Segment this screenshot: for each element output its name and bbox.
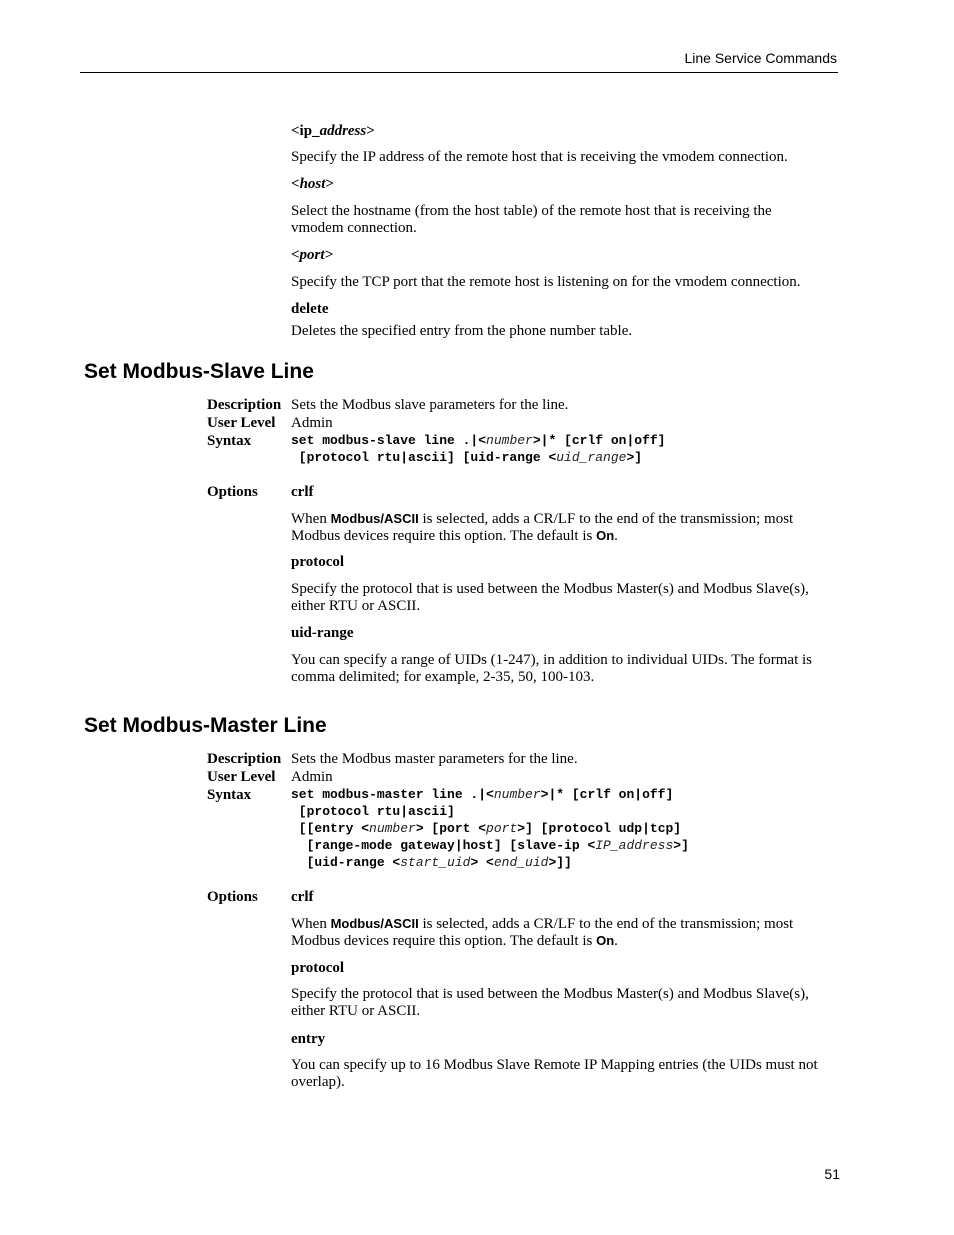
slave-heading: Set Modbus-Slave Line [84, 360, 314, 383]
slave-syntax-line2: [protocol rtu|ascii] [uid-range <uid_range>] [291, 450, 643, 465]
master-protocol-desc-line1: Specify the protocol that is used between the Modbus Master(s) and Modbus Slave(s), [291, 986, 809, 1002]
master-syntax-label: Syntax [207, 787, 252, 803]
master-entry-desc-line2: overlap). [291, 1074, 345, 1090]
master-protocol-desc-line2: either RTU or ASCII. [291, 1003, 421, 1019]
header-rule [80, 72, 838, 73]
master-syntax-line3: [[entry <number> [port <port>] [protocol udp|tcp] [291, 821, 682, 836]
ip-address-term: <ip_address> [291, 123, 375, 139]
master-syntax-line4: [range-mode gateway|host] [slave-ip <IP_address>] [291, 838, 689, 853]
slave-crlf-term: crlf [291, 484, 314, 500]
slave-syntax-line1: set modbus-slave line .|<number>|* [crlf on|off] [291, 433, 666, 448]
master-crlf-term: crlf [291, 889, 314, 905]
master-crlf-desc-line2: Modbus devices require this option. The default is On. [291, 933, 618, 949]
master-description-label: Description [207, 751, 282, 767]
delete-desc: Deletes the specified entry from the phone number table. [291, 323, 633, 339]
slave-options-label: Options [207, 484, 258, 500]
slave-protocol-term: protocol [291, 554, 345, 570]
master-entry-desc-line1: You can specify up to 16 Modbus Slave Remote IP Mapping entries (the UIDs must not [291, 1057, 818, 1073]
port-term: <port> [291, 247, 334, 263]
master-syntax-line2: [protocol rtu|ascii] [291, 804, 455, 819]
slave-user-level-label: User Level [207, 415, 276, 431]
running-head: Line Service Commands [684, 50, 837, 66]
slave-protocol-desc-line1: Specify the protocol that is used between the Modbus Master(s) and Modbus Slave(s), [291, 581, 809, 597]
slave-description-label: Description [207, 397, 282, 413]
slave-syntax-label: Syntax [207, 433, 252, 449]
slave-user-level: Admin [291, 415, 333, 431]
slave-description: Sets the Modbus slave parameters for the line. [291, 397, 569, 413]
master-user-level-label: User Level [207, 769, 276, 785]
slave-crlf-desc-line1: When Modbus/ASCII is selected, adds a CR/LF to the end of the transmission; most [291, 511, 794, 527]
master-options-label: Options [207, 889, 258, 905]
master-user-level: Admin [291, 769, 333, 785]
master-description: Sets the Modbus master parameters for the line. [291, 751, 578, 767]
master-syntax-line1: set modbus-master line .|<number>|* [crlf on|off] [291, 787, 674, 802]
master-heading: Set Modbus-Master Line [84, 714, 327, 737]
slave-protocol-desc-line2: either RTU or ASCII. [291, 598, 421, 614]
host-desc-line2: vmodem connection. [291, 220, 417, 236]
delete-term: delete [291, 301, 329, 317]
master-crlf-desc-line1: When Modbus/ASCII is selected, adds a CR/LF to the end of the transmission; most [291, 916, 794, 932]
host-desc-line1: Select the hostname (from the host table) of the remote host that is receiving the [291, 203, 772, 219]
slave-uid-range-desc-line1: You can specify a range of UIDs (1-247), in addition to individual UIDs. The format is [291, 652, 813, 668]
host-term: <host> [291, 176, 334, 192]
slave-uid-range-term: uid-range [291, 625, 354, 641]
master-protocol-term: protocol [291, 960, 345, 976]
master-entry-term: entry [291, 1031, 326, 1047]
page-number: 51 [824, 1166, 840, 1182]
ip-address-desc: Specify the IP address of the remote host that is receiving the vmodem connection. [291, 149, 788, 165]
port-desc: Specify the TCP port that the remote host is listening on for the vmodem connection. [291, 274, 801, 290]
master-syntax-line5: [uid-range <start_uid> <end_uid>]] [291, 855, 572, 870]
slave-crlf-desc-line2: Modbus devices require this option. The default is On. [291, 528, 618, 544]
slave-uid-range-desc-line2: comma delimited; for example, 2-35, 50, 100-103. [291, 669, 595, 685]
